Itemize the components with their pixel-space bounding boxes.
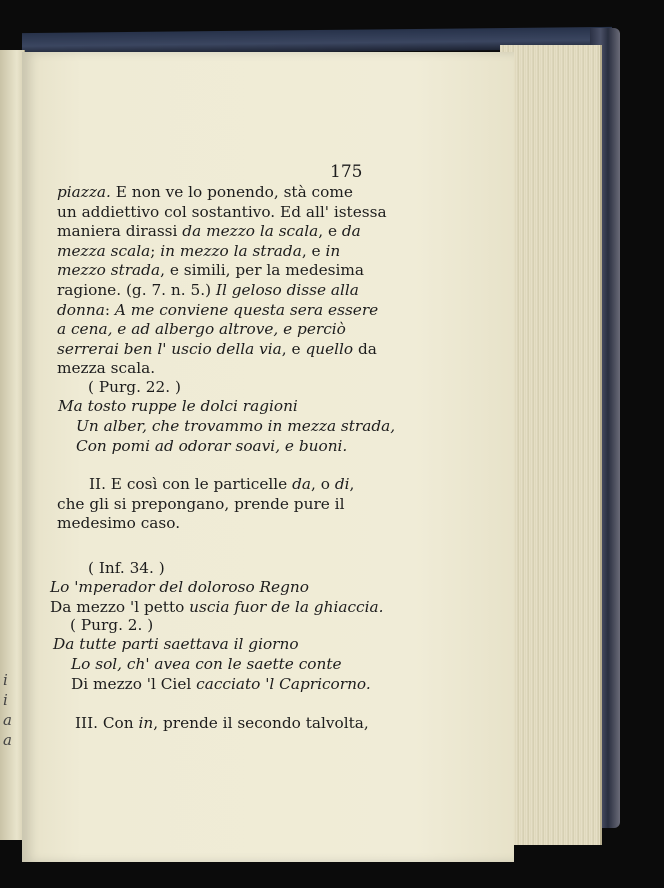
text-run: Di mezzo 'l Ciel [71, 675, 197, 693]
text-run: Il geloso disse alla [215, 280, 359, 299]
text-run: medesimo caso. [57, 514, 181, 533]
text-line [75, 713, 369, 733]
text-line [57, 339, 377, 360]
quote-2 [50, 577, 383, 617]
text-run: da [353, 339, 377, 358]
text-line [57, 261, 365, 281]
left-page-mark: a [3, 711, 12, 729]
text-run: Con pomi ad odorar soavi, e buoni. [76, 437, 348, 455]
left-page-mark: a [3, 731, 12, 749]
text-run: , e simili, per la medesima [160, 261, 365, 280]
text-run: quello [305, 339, 354, 358]
text-line [57, 514, 357, 534]
text-run: serrerai ben l' uscio della via [57, 339, 282, 358]
text-run: cacciato 'l Capricorno. [196, 675, 371, 693]
text-run: donna [57, 300, 105, 319]
text-line [57, 202, 387, 223]
quote-3 [53, 634, 371, 694]
text-run: maniera dirassi [57, 222, 183, 241]
page-edges [500, 45, 602, 845]
text-line [53, 654, 371, 674]
text-run: da [341, 222, 361, 241]
left-page-mark: i [3, 671, 8, 689]
text-run: , o [311, 475, 335, 493]
page-number: 175 [330, 162, 363, 182]
text-run: ragione. (g. 7. n. 5.) [57, 280, 216, 299]
text-line [57, 475, 357, 495]
paragraph-2 [57, 475, 357, 534]
text-run: , [349, 475, 355, 493]
text-run: Lo sol, ch' avea con le saette conte [71, 655, 342, 673]
text-line [57, 242, 357, 262]
text-run: , e [318, 222, 342, 241]
text-run: che gli si prepongano, prende pure il [57, 494, 345, 513]
text-line [57, 495, 357, 515]
text-line [53, 634, 371, 654]
text-run: Da tutte parti saettava il giorno [53, 635, 299, 653]
text-run: mezza scala. [57, 359, 156, 378]
text-line [58, 396, 395, 416]
left-page-marks [3, 670, 21, 750]
text-line [57, 300, 379, 321]
text-run: piazza. [57, 183, 111, 201]
text-run: da [292, 475, 312, 493]
text-run: in [325, 241, 341, 260]
text-run: : [104, 300, 115, 319]
text-run: Un alber, che trovammo in mezza strada, [76, 417, 396, 435]
text-run: II. E così con le particelle [89, 475, 293, 493]
text-line [53, 674, 371, 694]
text-run: , e [281, 339, 306, 358]
quote-1 [58, 396, 395, 456]
text-run: E non ve lo ponendo, stà come [110, 183, 353, 201]
book-page [22, 52, 514, 862]
text-line [57, 320, 357, 340]
text-run: ; [150, 241, 161, 260]
text-run: di [334, 475, 350, 493]
quote-1-reference: ( Purg. 22. ) [88, 378, 181, 396]
text-line [50, 597, 383, 617]
paragraph-1 [57, 183, 387, 379]
text-line [58, 416, 395, 436]
text-run: da mezzo la scala [182, 222, 319, 241]
text-run: mezzo strada [57, 261, 161, 280]
text-run: un addiettivo col sostantivo. Ed all' istessa [57, 202, 387, 221]
text-line [57, 222, 361, 242]
text-run: mezza scala [57, 241, 151, 260]
text-run: Da mezzo 'l petto [50, 598, 190, 616]
quote-2-reference: ( Inf. 34. ) [88, 559, 165, 577]
text-run: III. Con [75, 714, 139, 732]
text-run: Lo 'mperador del doloroso Regno [50, 578, 309, 596]
paragraph-3 [75, 713, 369, 733]
text-run: A me conviene questa sera essere [114, 300, 379, 319]
text-line [58, 436, 395, 456]
text-line [57, 281, 357, 301]
text-run: in mezzo la strada [160, 241, 302, 260]
text-run: in [138, 714, 154, 732]
text-line [57, 183, 357, 203]
left-page-mark: i [3, 691, 8, 709]
text-run: , prende il secondo talvolta, [153, 714, 369, 732]
text-run: uscia fuor de la ghiaccia. [189, 598, 384, 616]
text-run: , e [301, 241, 326, 260]
text-line [57, 359, 357, 379]
text-line [50, 577, 383, 597]
quote-3-reference: ( Purg. 2. ) [70, 616, 154, 634]
text-run: a cena, e ad albergo altrove, e perciò [57, 320, 346, 339]
text-run: Ma tosto ruppe le dolci ragioni [58, 397, 298, 415]
